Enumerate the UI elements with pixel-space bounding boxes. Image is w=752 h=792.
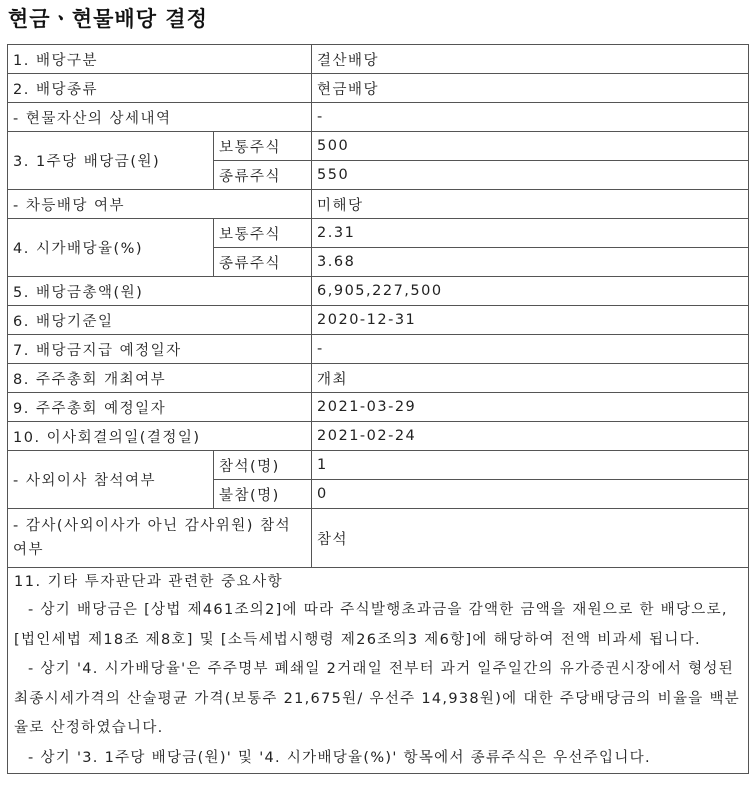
row-value: 2021-03-29 xyxy=(312,393,749,422)
row-label: - 감사(사외이사가 아닌 감사위원) 참석여부 xyxy=(8,509,312,568)
dividend-table xyxy=(7,44,749,774)
row-value: - xyxy=(312,335,749,364)
table-row xyxy=(8,190,749,219)
table-row xyxy=(8,393,749,422)
row-label: 7. 배당금지급 예정일자 xyxy=(8,335,312,364)
row-label: 4. 시가배당율(%) xyxy=(8,219,214,277)
row-label: 6. 배당기준일 xyxy=(8,306,312,335)
table-row xyxy=(8,306,749,335)
row-label: 9. 주주총회 예정일자 xyxy=(8,393,312,422)
note-paragraph: - 상기 '3. 1주당 배당금(원)' 및 '4. 시가배당율(%)' 항목에서 종류주식은 우선주입니다. xyxy=(28,749,651,766)
row-sublabel: 불참(명) xyxy=(214,480,312,509)
row-label: 3. 1주당 배당금(원) xyxy=(8,132,214,190)
page-title: 현금ㆍ현물배당 결정 xyxy=(8,7,208,31)
row-value: 550 xyxy=(312,161,749,190)
table-row xyxy=(8,568,749,774)
row-sublabel: 종류주식 xyxy=(214,161,312,190)
row-sublabel: 보통주식 xyxy=(214,219,312,248)
row-value: 미해당 xyxy=(312,190,749,219)
row-value: 3.68 xyxy=(312,248,749,277)
table-row xyxy=(8,45,749,74)
row-value: 2.31 xyxy=(312,219,749,248)
table-row xyxy=(8,335,749,364)
row-label: 1. 배당구분 xyxy=(8,45,312,74)
row-value: 결산배당 xyxy=(312,45,749,74)
row-sublabel: 참석(명) xyxy=(214,451,312,480)
table-row xyxy=(8,364,749,393)
table-row xyxy=(8,103,749,132)
row-value: 개최 xyxy=(312,364,749,393)
row-value: 500 xyxy=(312,132,749,161)
row-value: 0 xyxy=(312,480,749,509)
row-sublabel: 보통주식 xyxy=(214,132,312,161)
table-row xyxy=(8,509,749,568)
row-label: 5. 배당금총액(원) xyxy=(8,277,312,306)
table-row xyxy=(8,451,749,480)
row-value: 2021-02-24 xyxy=(312,422,749,451)
table-row xyxy=(8,277,749,306)
row-label: - 차등배당 여부 xyxy=(8,190,312,219)
table-row xyxy=(8,219,749,248)
row-value: 현금배당 xyxy=(312,74,749,103)
row-label: 10. 이사회결의일(결정일) xyxy=(8,422,312,451)
table-row xyxy=(8,74,749,103)
row-value: 참석 xyxy=(312,509,749,568)
row-value: 6,905,227,500 xyxy=(312,277,749,306)
row-value: 2020-12-31 xyxy=(312,306,749,335)
table-row xyxy=(8,422,749,451)
notes-cell xyxy=(8,568,749,774)
table-row xyxy=(8,132,749,161)
row-label: 8. 주주총회 개최여부 xyxy=(8,364,312,393)
note-paragraph: - 상기 배당금은 [상법 제461조의2]에 따라 주식발행초과금을 감액한 금액을 재원으로 한 배당으로, [법인세법 제18조 제8호] 및 [소득세법시행령 제26조의3 제6항]에 해당하여 전액 비과세 됩니다. xyxy=(14,602,728,648)
row-sublabel: 종류주식 xyxy=(214,248,312,277)
note-paragraph: - 상기 '4. 시가배당율'은 주주명부 폐쇄일 2거래일 전부터 과거 일주일간의 유가증권시장에서 형성된 최종시세가격의 산술평균 가격(보통주 21,675원/ 우선주 14,938원)에 대한 주당배당금의 비율을 백분율로 산정하였습니다. xyxy=(14,661,741,736)
row-value: 1 xyxy=(312,451,749,480)
row-label: - 사외이사 참석여부 xyxy=(8,451,214,509)
row-value: - xyxy=(312,103,749,132)
notes-heading: 11. 기타 투자판단과 관련한 중요사항 xyxy=(14,574,284,590)
row-label: 2. 배당종류 xyxy=(8,74,312,103)
row-label: - 현물자산의 상세내역 xyxy=(8,103,312,132)
